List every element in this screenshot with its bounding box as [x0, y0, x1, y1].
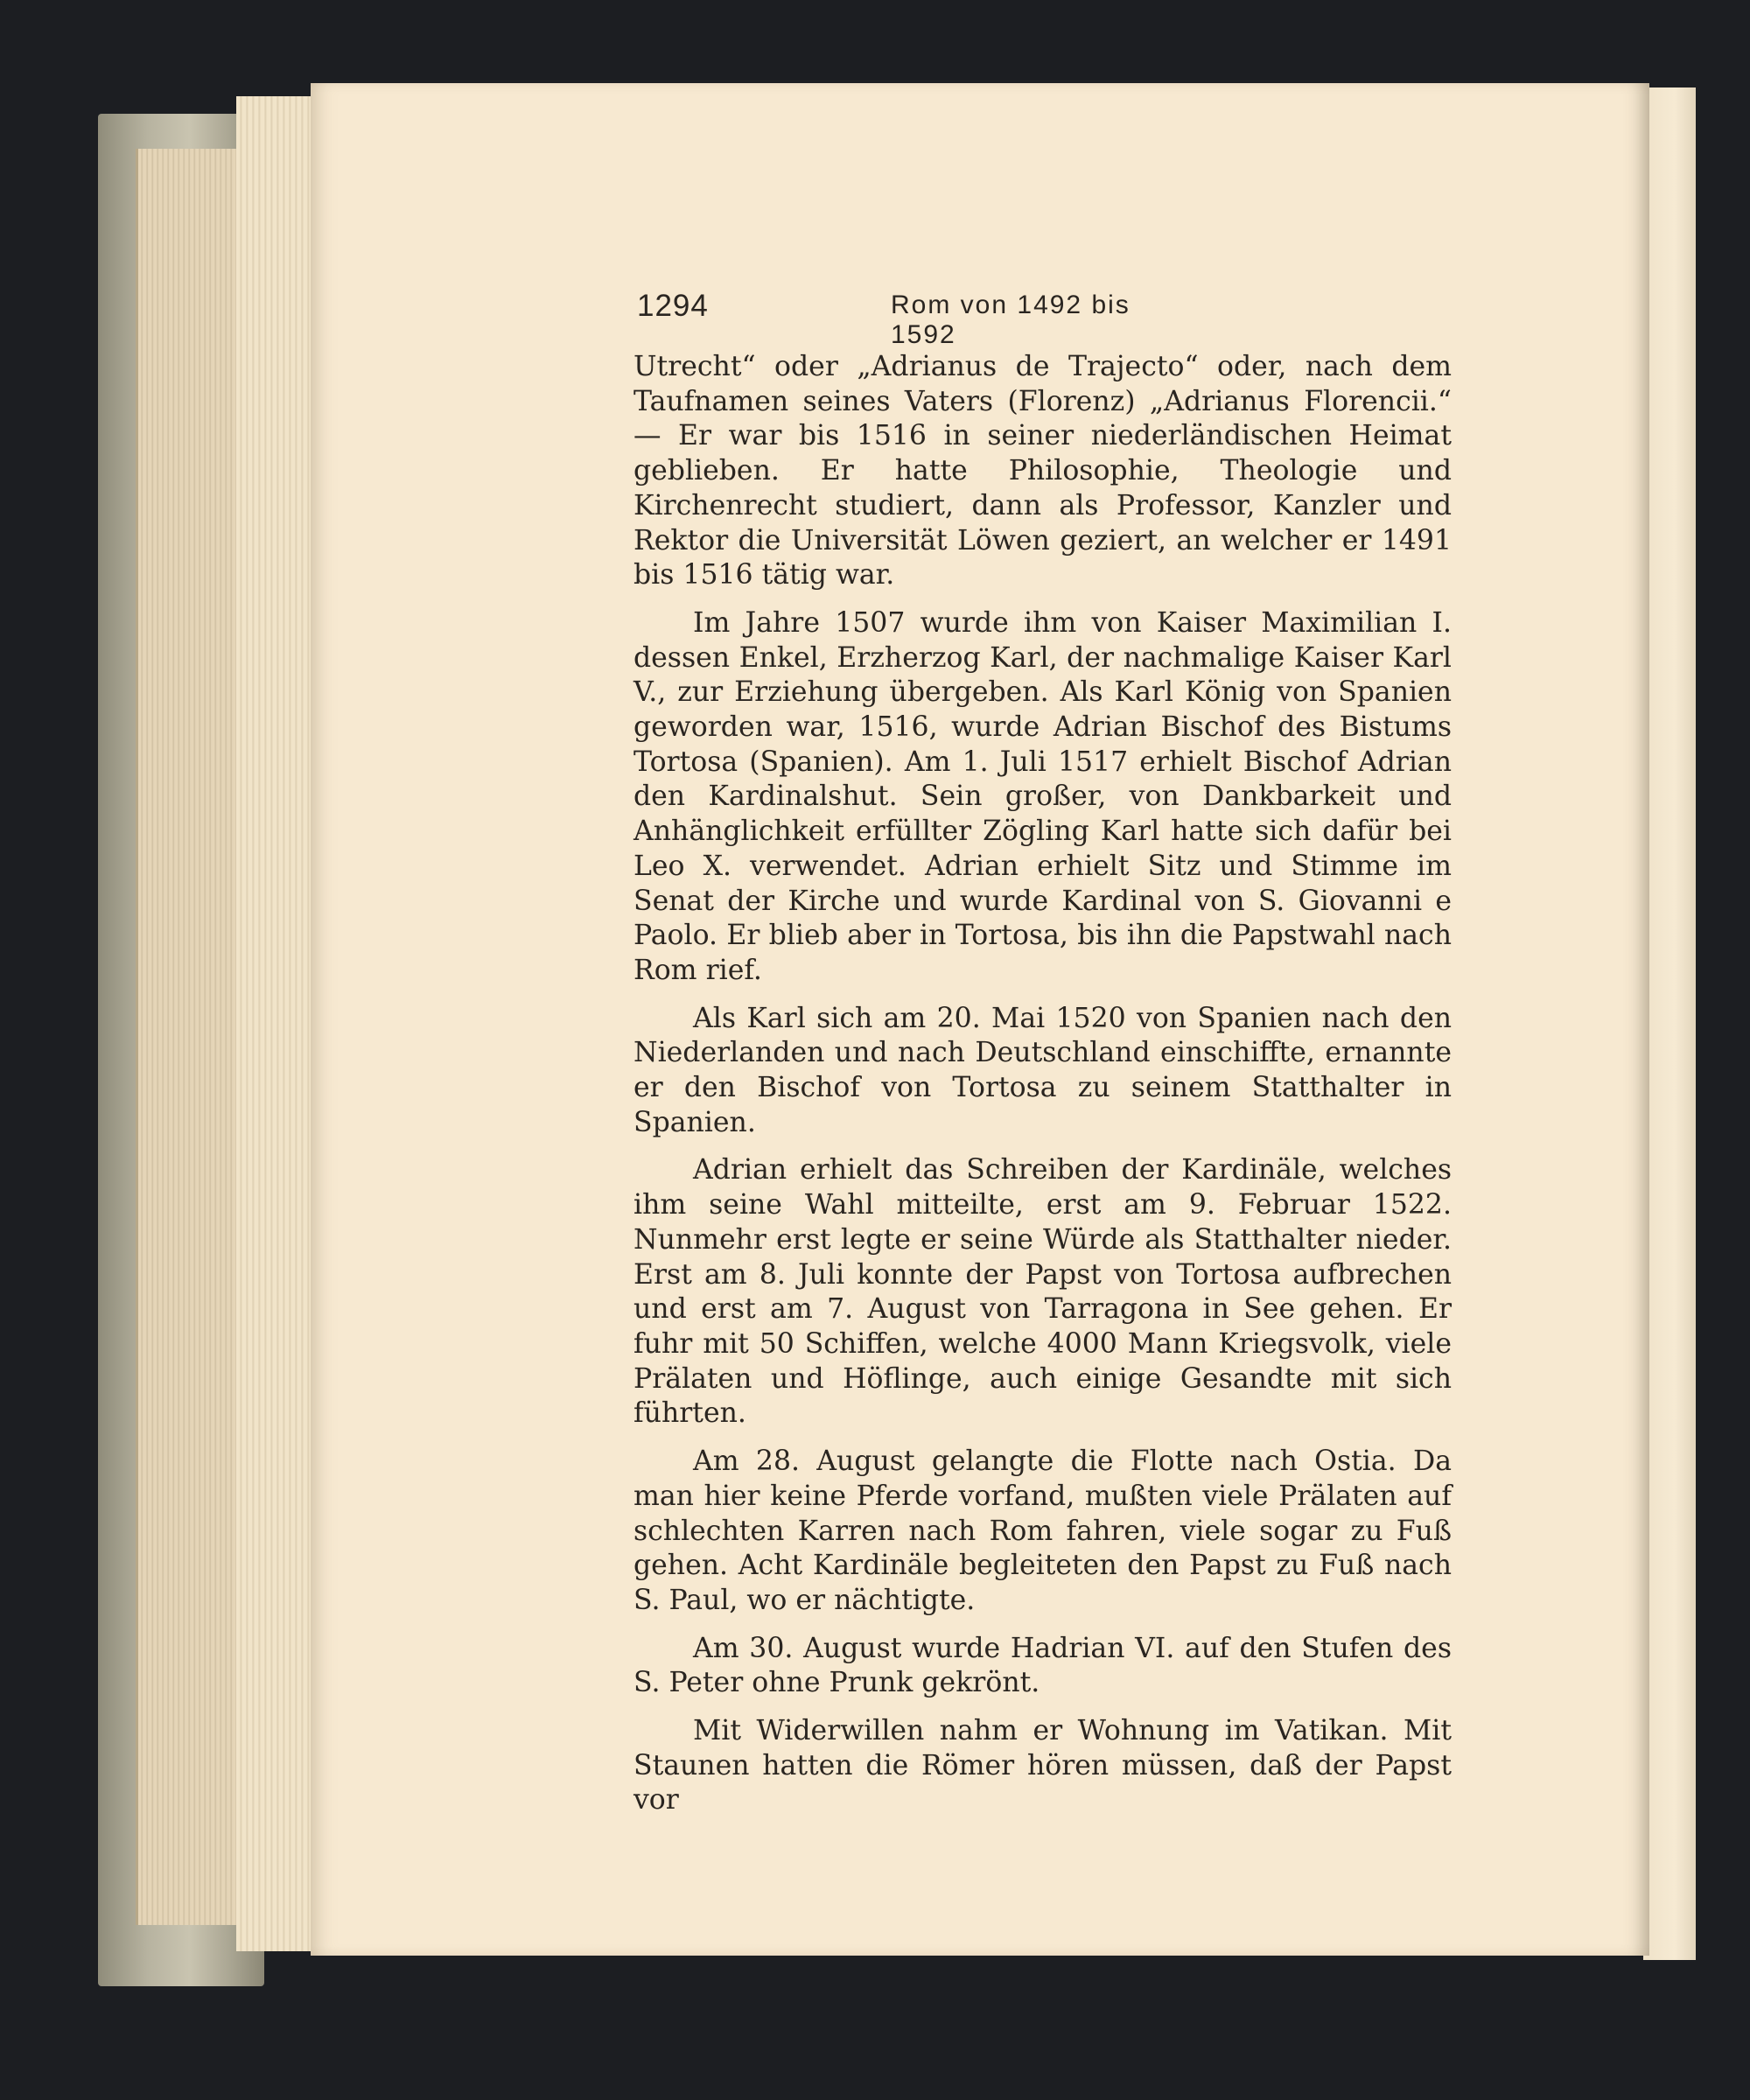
paragraph-6: Am 30. August wurde Hadrian VI. auf den Stufen des S. Peter ohne Prunk gekrönt. [634, 1632, 1452, 1699]
page-number: 1294 [637, 289, 709, 323]
body-text [634, 350, 1452, 1831]
paragraph-7: Mit Widerwillen nahm er Wohnung im Vatikan. Mit Staunen hatten die Römer hören müssen, daß der Papst vor [634, 1715, 1452, 1816]
paragraph-1: Utrecht“ oder „Adrianus de Trajecto“ oder, nach dem Taufnamen seines Vaters (Florenz) „Adrianus Florencii.“ — Er war bis 1516 in seiner niederländischen Heimat geblieben. Er hatte Philosophie, Theologie und Kirchenrecht studiert, dann als Professor, Kanzler und Rektor die Universität Löwen geziert, an welcher er 1491 bis 1516 tätig war. [634, 351, 1452, 592]
paragraph-2: Im Jahre 1507 wurde ihm von Kaiser Maximilian I. dessen Enkel, Erzherzog Karl, der nachmalige Kaiser Karl V., zur Erziehung übergeben. Als Karl König von Spanien geworden war, 1516, wurde Adrian Bischof des Bistums Tortosa (Spanien). Am 1. Juli 1517 erhielt Bischof Adrian den Kardinalshut. Sein großer, von Dankbarkeit und Anhänglichkeit erfüllter Zögling Karl hatte sich dafür bei Leo X. verwendet. Adrian erhielt Sitz und Stimme im Senat der Kirche und wurde Kardinal von S. Giovanni e Paolo. Er blieb aber in Tortosa, bis ihn die Papstwahl nach Rom rief. [634, 606, 1452, 986]
paragraph-5: Am 28. August gelangte die Flotte nach Ostia. Da man hier keine Pferde vorfand, mußten viele Prälaten auf schlechten Karren nach Rom fahren, viele sogar zu Fuß gehen. Acht Kardinäle begleiteten den Papst zu Fuß nach S. Paul, wo er nächtigte. [634, 1446, 1452, 1616]
paragraph-3: Als Karl sich am 20. Mai 1520 von Spanien nach den Niederlanden und nach Deutschland einschiffte, ernannte er den Bischof von Tortosa zu seinem Statthalter in Spanien. [634, 1002, 1452, 1138]
running-head [637, 289, 1197, 349]
facing-page-edge [1643, 88, 1696, 1960]
paragraph-4: Adrian erhielt das Schreiben der Kardinäle, welches ihm seine Wahl mitteilte, erst am 9. Februar 1522. Nunmehr erst legte er seine Würde als Statthalter nieder. Erst am 8. Juli konnte der Papst von Tortosa aufbrechen und erst am 7. August von Tarragona in See gehen. Er fuhr mit 50 Schiffen, welche 4000 Mann Kriegsvolk, viele Prälaten und Höflinge, auch einige Gesandte mit sich führten. [634, 1154, 1452, 1430]
running-title: Rom von 1492 bis 1592 [891, 290, 1130, 349]
